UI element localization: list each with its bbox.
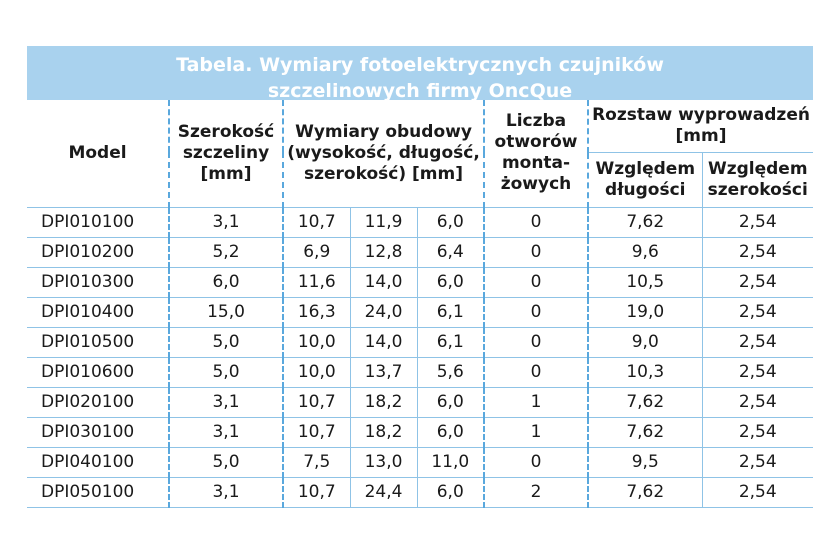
table-row	[27, 447, 813, 477]
cell-slot-width: 5,0	[169, 327, 283, 357]
cell-width: 6,0	[417, 267, 484, 297]
table-row	[27, 357, 813, 387]
cell-pitch-width: 2,54	[702, 207, 813, 237]
cell-model: DPI010300	[27, 267, 169, 297]
header-slot-width: Szerokość szczeliny [mm]	[169, 100, 283, 207]
cell-height: 11,6	[283, 267, 350, 297]
cell-height: 10,0	[283, 327, 350, 357]
cell-pitch-width: 2,54	[702, 387, 813, 417]
cell-width: 6,0	[417, 477, 484, 507]
cell-length: 13,7	[350, 357, 417, 387]
cell-pitch-length: 10,3	[588, 357, 702, 387]
cell-height: 7,5	[283, 447, 350, 477]
cell-pitch-length: 9,0	[588, 327, 702, 357]
cell-width: 6,4	[417, 237, 484, 267]
cell-length: 14,0	[350, 327, 417, 357]
cell-model: DPI050100	[27, 477, 169, 507]
cell-slot-width: 6,0	[169, 267, 283, 297]
header-pitch-length: Względem długości	[588, 152, 702, 207]
cell-height: 10,7	[283, 387, 350, 417]
table-row	[27, 237, 813, 267]
cell-model: DPI010100	[27, 207, 169, 237]
cell-holes: 0	[484, 357, 588, 387]
cell-width: 5,6	[417, 357, 484, 387]
cell-holes: 2	[484, 477, 588, 507]
cell-length: 11,9	[350, 207, 417, 237]
dimensions-table-block	[27, 46, 813, 508]
cell-slot-width: 3,1	[169, 207, 283, 237]
cell-length: 14,0	[350, 267, 417, 297]
cell-length: 18,2	[350, 417, 417, 447]
cell-model: DPI040100	[27, 447, 169, 477]
cell-slot-width: 3,1	[169, 417, 283, 447]
cell-length: 24,0	[350, 297, 417, 327]
cell-pitch-width: 2,54	[702, 237, 813, 267]
dimensions-table	[27, 100, 813, 508]
table-body	[27, 207, 813, 507]
cell-model: DPI010200	[27, 237, 169, 267]
cell-pitch-length: 7,62	[588, 387, 702, 417]
table-row	[27, 327, 813, 357]
header-housing-dimensions: Wymiary obudowy (wysokość, długość, szerokość) [mm]	[283, 100, 484, 207]
cell-pitch-length: 7,62	[588, 477, 702, 507]
cell-height: 6,9	[283, 237, 350, 267]
table-title	[27, 46, 813, 100]
cell-slot-width: 5,0	[169, 357, 283, 387]
cell-model: DPI020100	[27, 387, 169, 417]
cell-height: 10,7	[283, 207, 350, 237]
table-row	[27, 387, 813, 417]
cell-model: DPI010600	[27, 357, 169, 387]
cell-pitch-width: 2,54	[702, 357, 813, 387]
cell-pitch-length: 7,62	[588, 417, 702, 447]
cell-pitch-width: 2,54	[702, 447, 813, 477]
cell-holes: 0	[484, 267, 588, 297]
cell-pitch-length: 9,6	[588, 237, 702, 267]
cell-slot-width: 5,0	[169, 447, 283, 477]
cell-holes: 1	[484, 417, 588, 447]
header-model: Model	[27, 100, 169, 207]
cell-holes: 0	[484, 447, 588, 477]
cell-holes: 1	[484, 387, 588, 417]
header-pitch-width: Względem szerokości	[702, 152, 813, 207]
cell-model: DPI010500	[27, 327, 169, 357]
cell-holes: 0	[484, 237, 588, 267]
cell-length: 24,4	[350, 477, 417, 507]
cell-height: 10,7	[283, 417, 350, 447]
cell-pitch-length: 19,0	[588, 297, 702, 327]
cell-pitch-length: 7,62	[588, 207, 702, 237]
cell-slot-width: 3,1	[169, 477, 283, 507]
cell-length: 12,8	[350, 237, 417, 267]
header-lead-pitch: Rozstaw wyprowadzeń [mm]	[588, 100, 813, 152]
cell-pitch-length: 10,5	[588, 267, 702, 297]
cell-holes: 0	[484, 297, 588, 327]
cell-pitch-length: 9,5	[588, 447, 702, 477]
cell-length: 18,2	[350, 387, 417, 417]
cell-model: DPI010400	[27, 297, 169, 327]
cell-width: 6,1	[417, 327, 484, 357]
cell-model: DPI030100	[27, 417, 169, 447]
table-row	[27, 207, 813, 237]
cell-width: 6,0	[417, 207, 484, 237]
header-mounting-holes: Liczba otworów monta- żowych	[484, 100, 588, 207]
cell-width: 6,0	[417, 417, 484, 447]
cell-holes: 0	[484, 327, 588, 357]
cell-pitch-width: 2,54	[702, 267, 813, 297]
table-row	[27, 477, 813, 507]
cell-width: 6,1	[417, 297, 484, 327]
table-row	[27, 417, 813, 447]
cell-slot-width: 5,2	[169, 237, 283, 267]
table-title-line-1: Tabela. Wymiary fotoelektrycznych czujników	[176, 54, 664, 76]
cell-pitch-width: 2,54	[702, 417, 813, 447]
table-row	[27, 267, 813, 297]
cell-width: 6,0	[417, 387, 484, 417]
cell-height: 16,3	[283, 297, 350, 327]
cell-height: 10,7	[283, 477, 350, 507]
table-row	[27, 297, 813, 327]
table-title-line-2: szczelinowych firmy OncQue	[267, 80, 573, 102]
cell-pitch-width: 2,54	[702, 327, 813, 357]
cell-slot-width: 15,0	[169, 297, 283, 327]
cell-holes: 0	[484, 207, 588, 237]
cell-slot-width: 3,1	[169, 387, 283, 417]
cell-width: 11,0	[417, 447, 484, 477]
cell-pitch-width: 2,54	[702, 297, 813, 327]
cell-pitch-width: 2,54	[702, 477, 813, 507]
cell-height: 10,0	[283, 357, 350, 387]
cell-length: 13,0	[350, 447, 417, 477]
